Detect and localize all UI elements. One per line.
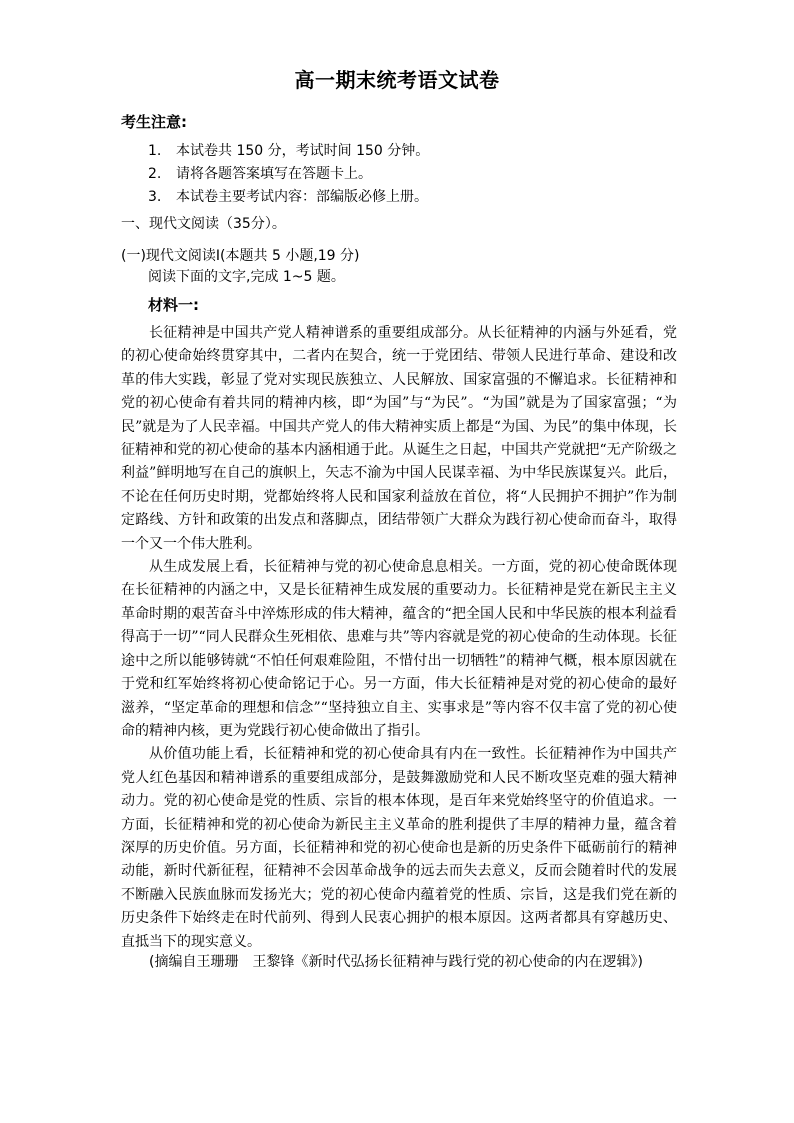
article-paragraph: 从价值功能上看，长征精神和党的初心使命具有内在一致性。长征精神作为中国共产党人红色基因和精神谱系的重要组成部分，是鼓舞激励党和人民不断攻坚克难的强大精神动力。党的初心使命是党的性质、宗旨的根本体现，是百年来党始终坚守的价值追求。一方面，长征精神和党的初心使命为新民主主义革命的胜利提供了丰厚的精神力量，蕴含着深厚的历史价值。另方面，长征精神和党的初心使命也是新的历史条件下砥砺前行的精神动能，新时代新征程，征精神不会因革命战争的远去而失去意义，反而会随着时代的发展不断融入民族血脉而发扬光大；党的初心使命内蕴着党的性质、宗旨，这是我们党在新的历史条件下始终走在时代前列、得到人民衷心拥护的根本原因。这两者都具有穿越历史、直抵当下的现实意义。 [121,746,677,950]
notice-list [148,140,429,209]
notice-heading: 考生注意: [121,113,187,131]
subsection-heading: (一)现代文阅读Ⅰ(本题共 5 小题,19 分) [121,248,360,264]
notice-item-number: 2. [148,166,162,182]
notice-item [148,140,429,163]
notice-item-number: 3. [148,189,162,205]
notice-item [148,186,429,209]
material-label: 材料一: [148,296,199,314]
notice-item-number: 1. [148,143,162,159]
notice-item-text: 本试卷主要考试内容：部编版必修上册。 [176,189,428,205]
source-citation: (摘编自王珊珊 王黎锋《新时代弘扬长征精神与践行党的初心使命的内在逻辑》) [149,954,643,970]
notice-item-text: 本试卷共 150 分，考试时间 150 分钟。 [176,143,430,159]
section-heading: 一、现代文阅读（35分）。 [121,216,286,232]
notice-item [148,163,429,186]
notice-item-text: 请将各题答案填写在答题卡上。 [176,166,372,182]
article-paragraph: 长征精神是中国共产党人精神谱系的重要组成部分。从长征精神的内涵与外延看，党的初心使命始终贯穿其中，二者内在契合，统一于党团结、带领人民进行革命、建设和改革的伟大实践，彰显了党对实现民族独立、人民解放、国家富强的不懈追求。长征精神和党的初心使命有着共同的精神内核，即“为国”与“为民”。“为国”就是为了国家富强；“为民”就是为了人民幸福。中国共产党人的伟大精神实质上都是“为国、为民”的集中体现，长征精神和党的初心使命的基本内涵相通于此。从诞生之日起，中国共产党就把“无产阶级之利益”鲜明地写在自己的旗帜上，矢志不渝为中国人民谋幸福、为中华民族谋复兴。此后，不论在任何历史时期，党都始终将人民和国家利益放在首位，将“人民拥护不拥护”作为制定路线、方针和政策的出发点和落脚点，团结带领广大群众为践行初心使命而奋斗，取得一个又一个伟大胜利。 [121,325,677,552]
exam-title: 高一期末统考语文试卷 [294,68,500,92]
article-body [121,322,677,954]
reading-instruction: 阅读下面的文字,完成 1~5 题。 [148,269,345,285]
article-paragraph: 从生成发展上看，长征精神与党的初心使命息息相关。一方面，党的初心使命既体现在长征精神的内涵之中，又是长征精神生成发展的重要动力。长征精神是党在新民主主义革命时期的艰苦奋斗中淬炼形成的伟大精神，蕴含的“把全国人民和中华民族的根本利益看得高于一切”“同人民群众生死相依、患难与共”等内容就是党的初心使命的生动体现。长征途中之所以能够铸就“不怕任何艰难险阻，不惜付出一切牺牲”的精神气概，根本原因就在于党和红军始终将初心使命铭记于心。另一方面，伟大长征精神是对党的初心使命的最好滋养，“坚定革命的理想和信念”“坚持独立自主、实事求是”等内容不仅丰富了党的初心使命的精神内核，更为党践行初心使命做出了指引。 [121,559,677,739]
